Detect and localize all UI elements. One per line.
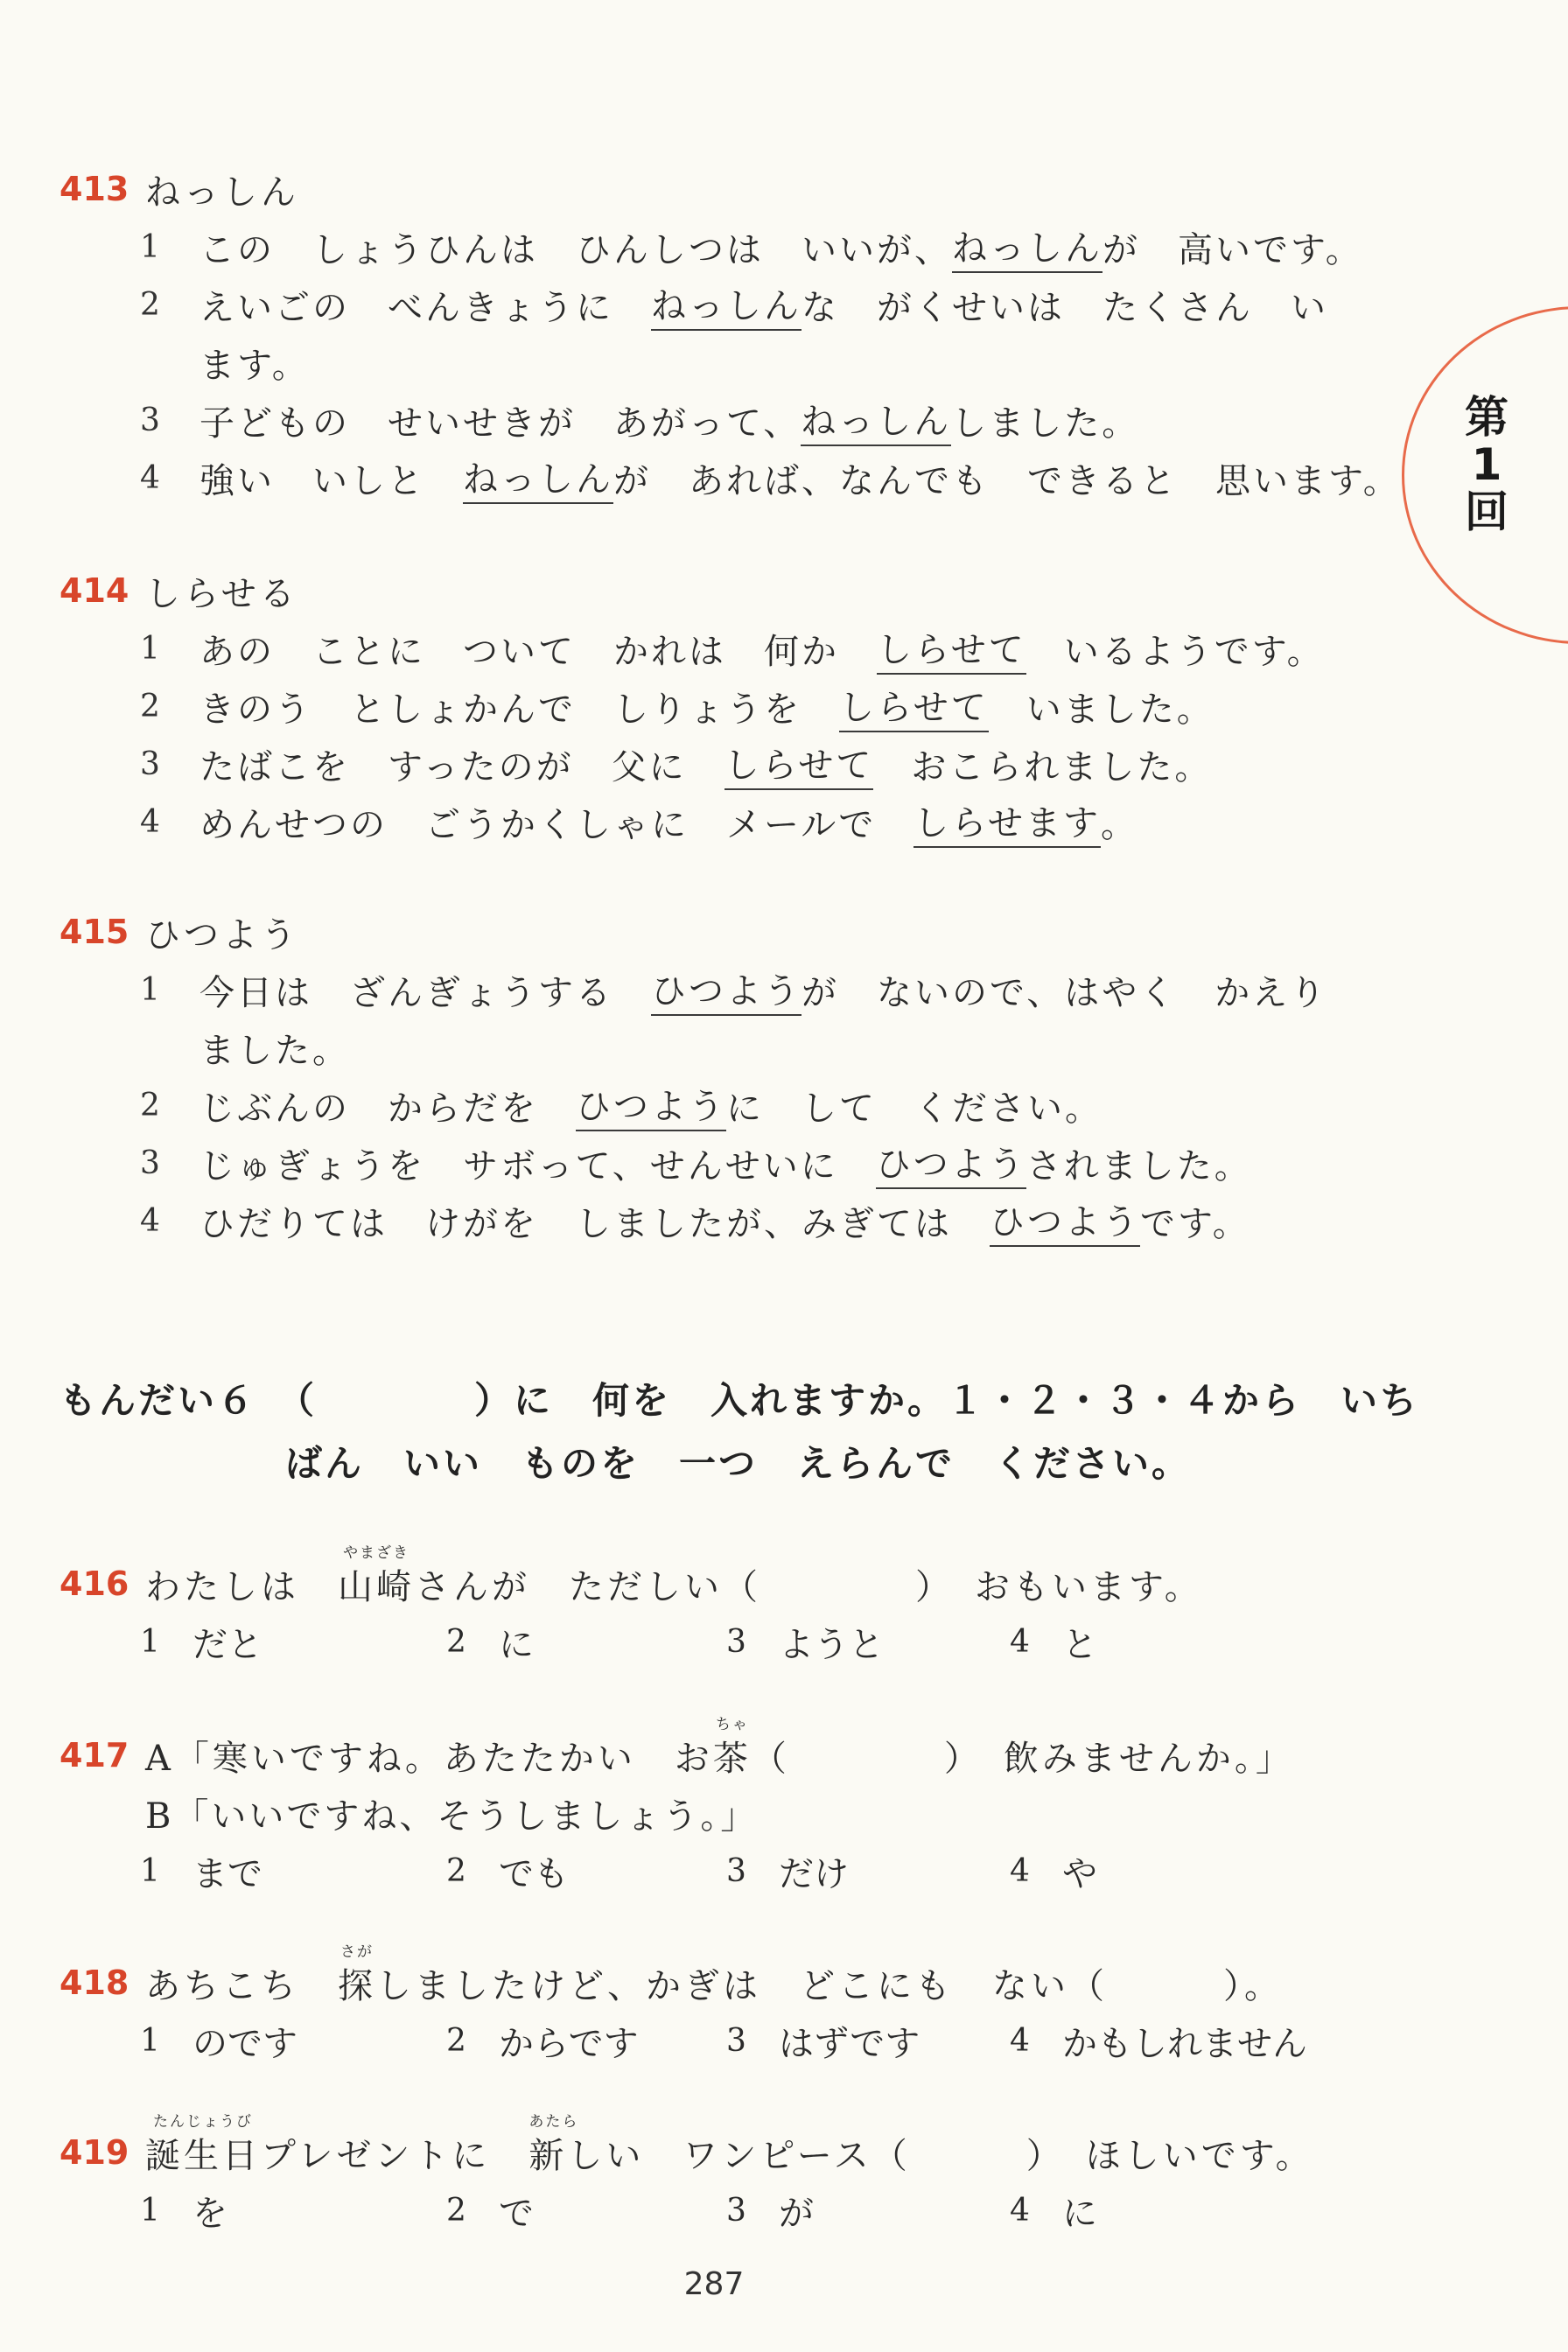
furigana-reading: ちゃ <box>715 1715 749 1733</box>
choice-text: を <box>192 2193 228 2234</box>
option-415-2 <box>140 1079 1102 1131</box>
choice-number: 3 <box>726 2192 746 2229</box>
choice-3[interactable] <box>726 2014 920 2067</box>
furigana-reading: さが <box>340 1942 374 1961</box>
question-number: 416 <box>60 1564 130 1603</box>
question-number: 414 <box>60 571 130 610</box>
choice-number: 4 <box>1010 1852 1030 1889</box>
choice-number: 2 <box>446 1623 466 1660</box>
stem-text: あちこち <box>145 1965 338 2006</box>
option-text: ひだりては けがを しましたが、みぎては <box>200 1203 990 1244</box>
question-word: ねっしん <box>145 172 299 213</box>
choice-text: だけ <box>779 1853 849 1894</box>
choice-text: ようと <box>779 1624 884 1665</box>
choice-4[interactable] <box>1010 1615 1097 1668</box>
stem-text: さんが ただしい（ ） おもいます。 <box>415 1566 1203 1607</box>
question-417-stem <box>60 1715 1294 1782</box>
problem-instruction-line1: もんだい６ （ ）に 何を 入れますか。１・２・３・４から いち <box>60 1379 1420 1422</box>
option-text: 今日は ざんぎょうする <box>200 972 651 1013</box>
option-text: おこられました。 <box>873 746 1213 788</box>
stem-text: プレゼントに <box>261 2135 529 2176</box>
choice-2[interactable] <box>446 2014 639 2067</box>
question-word: ひつよう <box>145 914 299 956</box>
option-413-1 <box>140 220 1363 273</box>
chapter-tab-line2: 1 <box>1471 439 1502 490</box>
option-text: えいごの べんきょうに <box>200 287 651 328</box>
furigana-word <box>338 1544 415 1609</box>
question-number: 419 <box>60 2133 130 2172</box>
furigana-word <box>528 2112 579 2178</box>
page-number: 287 <box>683 2266 745 2302</box>
choice-2[interactable] <box>446 2184 534 2236</box>
option-text: あの ことに ついて かれは 何か <box>200 631 877 672</box>
choice-4[interactable] <box>1010 1844 1097 1897</box>
underlined-word: ひつよう <box>651 963 802 1016</box>
option-414-2 <box>140 680 1214 732</box>
choice-4[interactable] <box>1010 2014 1307 2067</box>
choice-4[interactable] <box>1010 2184 1097 2236</box>
option-number: 4 <box>140 1202 163 1239</box>
problem-instruction-line2: ばん いい ものを 一つ えらんで ください。 <box>285 1442 1192 1485</box>
question-413-header <box>60 163 299 215</box>
choice-number: 4 <box>1010 2192 1030 2229</box>
question-419-stem <box>60 2112 1314 2179</box>
choice-2[interactable] <box>446 1844 569 1897</box>
stem-text: しましたけど、かぎは どこにも ない（ ）。 <box>376 1965 1283 2006</box>
choice-text: まで <box>192 1853 262 1894</box>
underlined-word: しらせて <box>724 738 874 790</box>
option-number: 2 <box>140 688 163 724</box>
option-text: されました。 <box>1026 1145 1252 1186</box>
stem-text: （ ） 飲みませんか。」 <box>751 1738 1294 1779</box>
question-417-line2: B「いいですね、そうしましょう。」 <box>145 1796 759 1837</box>
choice-number: 4 <box>1010 2022 1030 2059</box>
choice-1[interactable] <box>140 1844 262 1897</box>
choice-number: 1 <box>140 1852 160 1889</box>
chapter-tab-label <box>1456 394 1517 536</box>
furigana-word <box>145 2112 261 2178</box>
option-text: じゅぎょうを サボって、せんせいに <box>200 1145 876 1186</box>
choice-text: に <box>1062 2193 1097 2234</box>
option-413-3 <box>140 394 1139 446</box>
choice-number: 1 <box>140 2192 160 2229</box>
option-number: 4 <box>140 803 163 840</box>
option-415-3 <box>140 1137 1252 1189</box>
choice-text: かもしれません <box>1062 2023 1307 2064</box>
choice-text: からです <box>499 2023 639 2064</box>
option-414-3 <box>140 738 1212 790</box>
stem-text: A「寒いですね。あたたかい お <box>145 1738 713 1779</box>
choice-1[interactable] <box>140 2014 298 2067</box>
option-number: 3 <box>140 1144 163 1181</box>
choice-number: 2 <box>446 2022 466 2059</box>
choice-number: 3 <box>726 2022 746 2059</box>
underlined-word: ねっしん <box>801 394 951 446</box>
kanji-base: 茶 <box>712 1738 752 1779</box>
choice-number: 3 <box>726 1852 746 1889</box>
option-text: 子どもの せいせきが あがって、 <box>200 402 802 444</box>
choice-number: 2 <box>446 1852 466 1889</box>
option-413-2 <box>140 278 1328 331</box>
question-word: しらせる <box>145 573 298 614</box>
option-number: 3 <box>140 402 163 438</box>
choice-2[interactable] <box>446 1615 534 1668</box>
underlined-word: ひつよう <box>990 1194 1140 1247</box>
option-number: 1 <box>140 630 163 667</box>
question-number: 415 <box>60 913 130 951</box>
option-415-4 <box>140 1194 1250 1247</box>
choice-3[interactable] <box>726 1615 884 1668</box>
furigana-reading: やまざき <box>343 1544 410 1562</box>
kanji-base: 山崎 <box>338 1566 415 1607</box>
question-416-stem <box>60 1544 1203 1610</box>
option-text: に して ください。 <box>726 1088 1102 1129</box>
underlined-word: ねっしん <box>952 220 1102 273</box>
option-text: いました。 <box>988 689 1214 730</box>
option-413-4 <box>140 452 1401 504</box>
choice-1[interactable] <box>140 2184 228 2236</box>
choice-3[interactable] <box>726 2184 814 2236</box>
choice-number: 1 <box>140 2022 160 2059</box>
option-text: な がくせいは たくさん い <box>802 287 1328 328</box>
option-number: 2 <box>140 286 163 323</box>
choice-number: 1 <box>140 1623 160 1660</box>
option-number: 2 <box>140 1087 163 1124</box>
choice-text: が <box>779 2193 814 2234</box>
underlined-word: ひつよう <box>576 1079 726 1131</box>
kanji-base: 新 <box>528 2135 568 2176</box>
option-text: が 高いです。 <box>1102 229 1363 270</box>
option-text: 強い いしと <box>200 460 463 501</box>
kanji-base: 誕生日 <box>145 2135 261 2176</box>
option-414-4 <box>140 795 1138 848</box>
choice-text: や <box>1062 1853 1097 1894</box>
question-414-header <box>60 564 298 617</box>
option-text: です。 <box>1140 1203 1250 1244</box>
question-text <box>145 2112 1314 2178</box>
question-text <box>145 1544 1203 1609</box>
option-text: 。 <box>1101 804 1139 845</box>
question-418-stem <box>60 1942 1283 2009</box>
question-415-header <box>60 906 299 958</box>
question-number: 413 <box>60 170 130 208</box>
option-414-1 <box>140 622 1325 675</box>
option-number: 3 <box>140 746 163 782</box>
option-text: が ないので、はやく かえり <box>802 972 1328 1013</box>
choices-416 <box>140 1615 1365 1668</box>
choice-text: だと <box>192 1624 262 1665</box>
option-text: じぶんの からだを <box>200 1088 576 1129</box>
option-text: めんせつの ごうかくしゃに メールで <box>200 804 914 845</box>
question-text <box>145 1942 1283 2008</box>
stem-text: わたしは <box>145 1566 338 1607</box>
choice-text: のです <box>192 2023 298 2064</box>
underlined-word: しらせて <box>877 622 1026 675</box>
underlined-word: ねっしん <box>463 452 613 504</box>
question-text <box>145 1715 1294 1781</box>
question-number: 417 <box>60 1736 130 1774</box>
question-number: 418 <box>60 1964 130 2002</box>
underlined-word: ひつよう <box>876 1137 1026 1189</box>
option-text: が あれば、なんでも できると 思います。 <box>613 460 1401 501</box>
furigana-word <box>338 1942 376 2008</box>
underlined-word: ねっしん <box>651 278 802 331</box>
furigana-word <box>712 1715 752 1781</box>
chapter-tab-line3: 回 <box>1465 486 1508 537</box>
choice-1[interactable] <box>140 1615 262 1668</box>
kanji-base: 探 <box>338 1965 376 2006</box>
underlined-word: しらせて <box>839 680 989 732</box>
choice-3[interactable] <box>726 1844 849 1897</box>
choices-419 <box>140 2184 1365 2236</box>
furigana-reading: たんじょうび <box>153 2112 253 2131</box>
option-number: 4 <box>140 459 163 496</box>
option-text: きのう としょかんで しりょうを <box>200 689 839 730</box>
option-415-1 <box>140 963 1327 1016</box>
option-text: しました。 <box>951 402 1140 444</box>
choice-text: で <box>499 2193 534 2234</box>
stem-text: しい ワンピース（ ） ほしいです。 <box>567 2135 1314 2176</box>
furigana-reading: あたら <box>528 2112 579 2131</box>
choices-417 <box>140 1844 1365 1897</box>
option-415-1-continued: ました。 <box>200 1030 350 1071</box>
choice-number: 4 <box>1010 1623 1030 1660</box>
choice-number: 3 <box>726 1623 746 1660</box>
underlined-word: しらせます <box>914 795 1101 848</box>
choice-text: と <box>1062 1624 1097 1665</box>
option-text: たばこを すったのが 父に <box>200 746 724 788</box>
choice-number: 2 <box>446 2192 466 2229</box>
choice-text: はずです <box>779 2023 920 2064</box>
option-text: この しょうひんは ひんしつは いいが、 <box>200 229 952 270</box>
chapter-tab-line1: 第 <box>1465 392 1508 443</box>
choices-418 <box>140 2014 1365 2067</box>
option-text: いるようです。 <box>1026 631 1325 672</box>
option-number: 1 <box>140 971 163 1008</box>
option-413-2-continued: ます。 <box>200 345 310 386</box>
choice-text: に <box>499 1624 534 1665</box>
option-number: 1 <box>140 228 163 265</box>
choice-text: でも <box>499 1853 569 1894</box>
